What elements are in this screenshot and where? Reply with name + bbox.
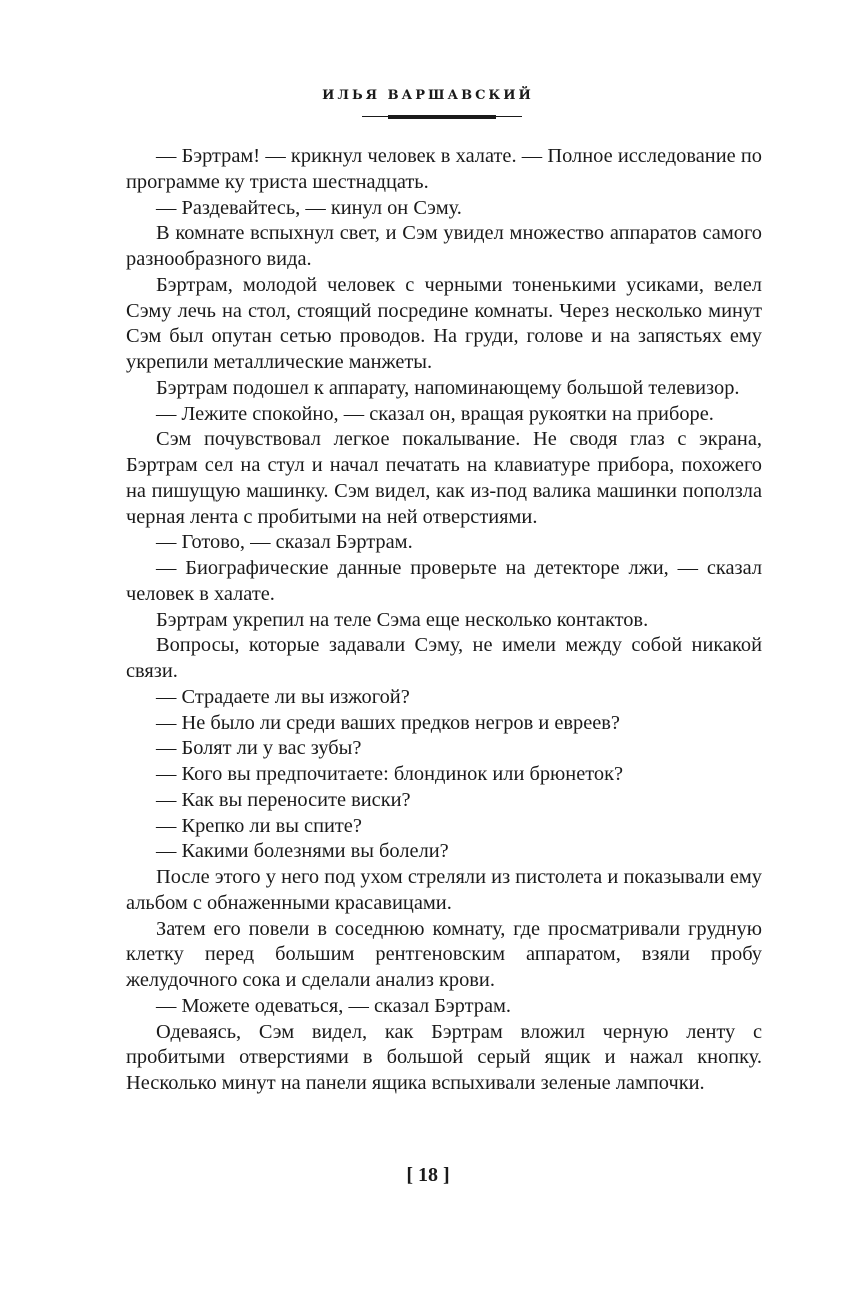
paragraph: — Как вы переносите виски? [156, 788, 411, 811]
paragraph: Вопросы, которые задавали Сэму, не имели между собой никакой связи. [126, 634, 762, 682]
paragraph: — Какими болезнями вы болели? [156, 840, 449, 863]
page-number: [ 18 ] [406, 1164, 450, 1186]
paragraph: — Готово, — сказал Бэртрам. [156, 531, 413, 554]
paragraph: — Кого вы предпочитаете: блондинок или брюнеток? [156, 763, 624, 785]
paragraph: Сэм почувствовал легкое покалывание. Не сводя глаз с экрана, Бэртрам сел на стул и начал печатать на клавиатуре прибора, похожего на пишущую машинку. Сэм видел, как из-под валика машинки поползла черная лента с пробитыми на ней отверстиями. [126, 428, 762, 528]
paragraph: — Можете одеваться, — сказал Бэртрам. [156, 994, 512, 1017]
running-head-author: ИЛЬЯ ВАРШАВСКИЙ [322, 88, 534, 103]
header-rule-accent [388, 115, 496, 119]
paragraph: Затем его повели в соседнюю комнату, где просматривали грудную клетку перед большим рентгеновским аппаратом, взяли пробу желудочного сока и сделали анализ крови. [126, 917, 762, 991]
paragraph: В комнате вспыхнул свет, и Сэм увидел множество аппаратов самого разнообразного вида. [126, 222, 762, 270]
paragraph: Бэртрам укрепил на теле Сэма еще несколько контактов. [156, 608, 649, 631]
paragraph: — Не было ли среди ваших предков негров и евреев? [156, 711, 620, 734]
paragraph: — Лежите спокойно, — сказал он, вращая рукоятки на приборе. [156, 402, 714, 425]
paragraph: После этого у него под ухом стреляли из пистолета и показывали ему альбом с обнаженными красавицами. [126, 866, 762, 914]
body-text [126, 144, 762, 1097]
paragraph: Бэртрам, молодой человек с черными тоненькими усиками, велел Сэму лечь на стол, стоящий посредине комнаты. Через несколько минут Сэм был опутан сетью проводов. На груди, голове и на запястьях ему укрепили металлические манжеты. [126, 273, 762, 373]
paragraph: — Бэртрам! — крикнул человек в халате. — Полное исследование по программе ку триста шестнадцать. [126, 145, 762, 193]
paragraph: — Болят ли у вас зубы? [156, 737, 362, 760]
paragraph: — Раздевайтесь, — кинул он Сэму. [156, 196, 462, 219]
paragraph: Одеваясь, Сэм видел, как Бэртрам вложил черную ленту с пробитыми отверстиями в большой серый ящик и нажал кнопку. Несколько минут на панели ящика вспыхивали зеленые лампочки. [126, 1020, 762, 1094]
paragraph: Бэртрам подошел к аппарату, напоминающему большой телевизор. [156, 376, 740, 399]
paragraph: — Страдаете ли вы изжогой? [156, 685, 410, 708]
paragraph: — Биографические данные проверьте на детекторе лжи, — сказал человек в халате. [126, 557, 762, 605]
paragraph: — Крепко ли вы спите? [156, 814, 362, 837]
